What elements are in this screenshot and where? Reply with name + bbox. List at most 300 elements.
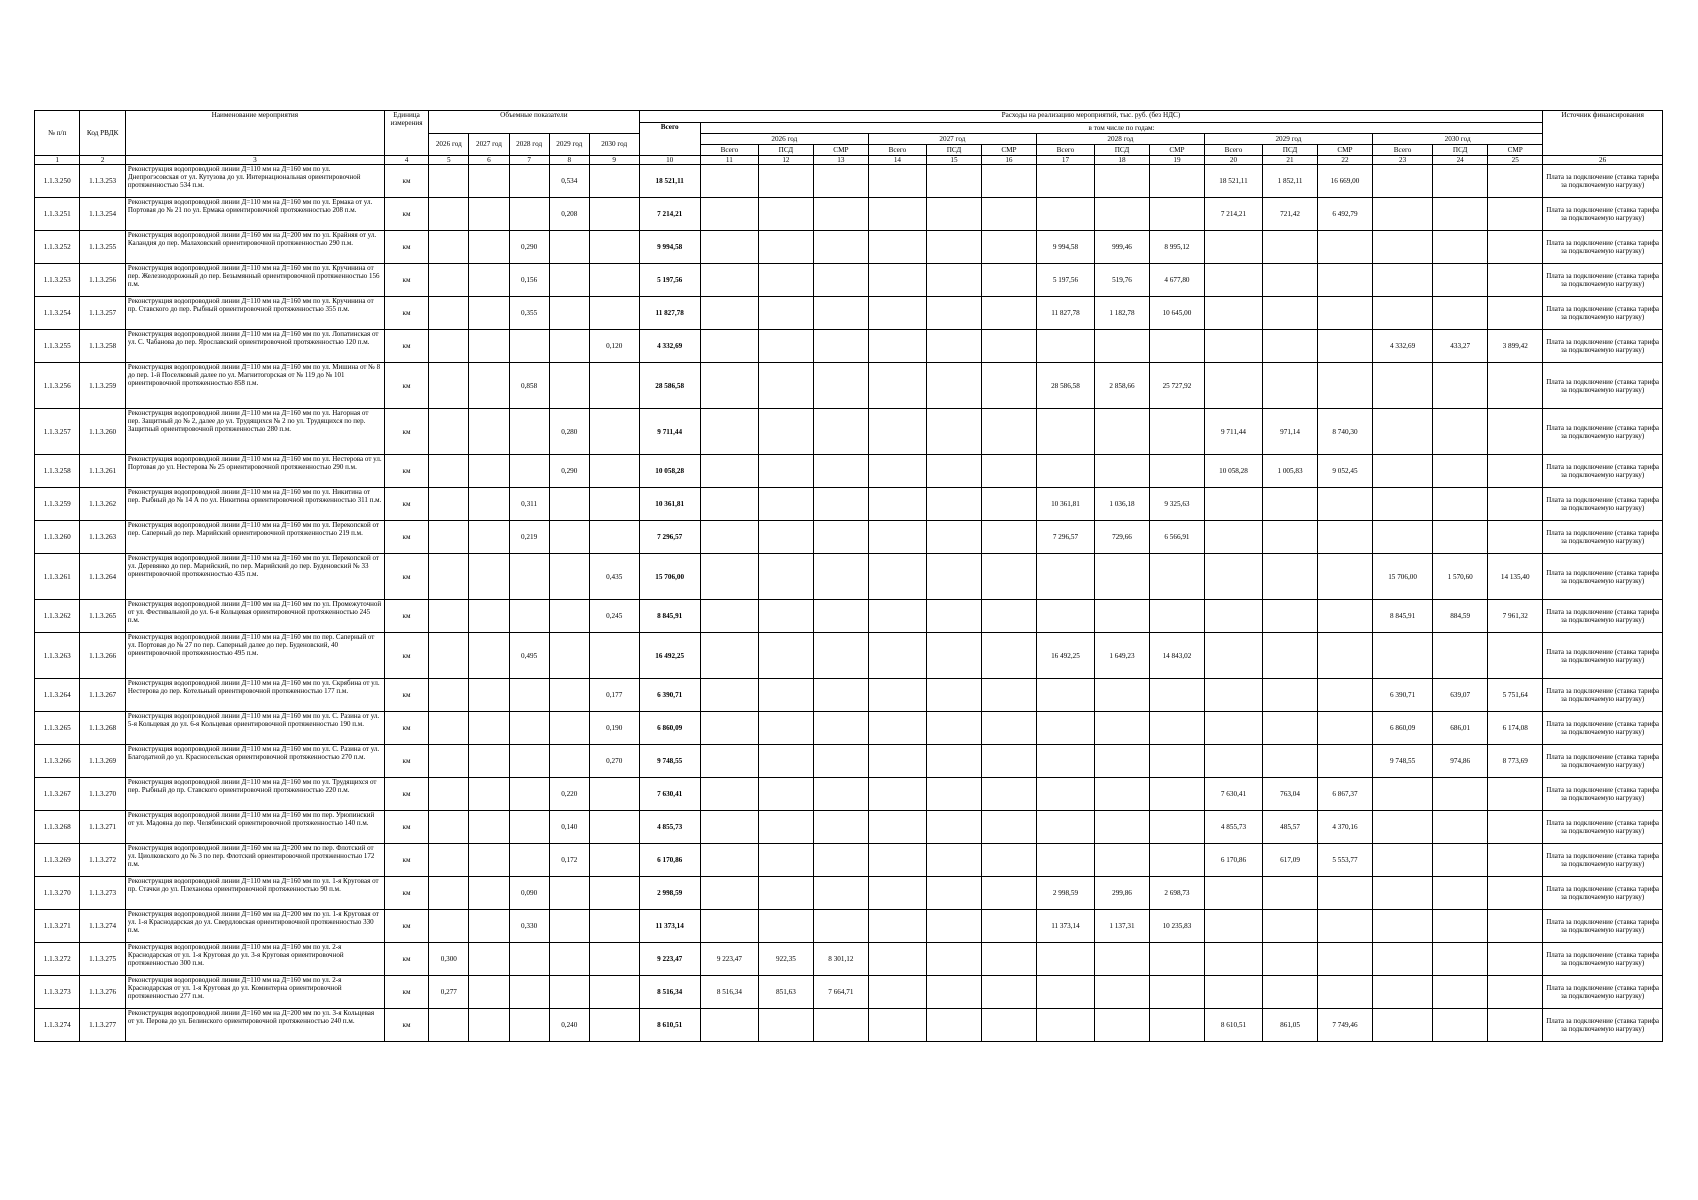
- row-year-total: [868, 455, 926, 488]
- column-number-row: [35, 156, 1663, 165]
- row-source: Плата за подключение (ставка тарифа за подключаемую нагрузку): [1543, 488, 1663, 521]
- row-year-total: [700, 231, 758, 264]
- table-row: [35, 976, 1663, 1009]
- row-volume: [589, 943, 639, 976]
- row-year-total: [1372, 976, 1432, 1009]
- row-source: Плата за подключение (ставка тарифа за подключаемую нагрузку): [1543, 976, 1663, 1009]
- row-year-psd: [758, 198, 813, 231]
- row-year-total: [1372, 877, 1432, 910]
- row-volume: 0,300: [429, 943, 469, 976]
- row-year-smr: [813, 745, 868, 778]
- row-year-psd: [926, 600, 981, 633]
- row-year-smr: [813, 712, 868, 745]
- row-volume: [429, 1009, 469, 1042]
- row-year-smr: [1488, 811, 1543, 844]
- row-year-total: [1204, 745, 1262, 778]
- row-year-psd: [1095, 778, 1150, 811]
- row-volume: [469, 745, 509, 778]
- subheader-psd: ПСД: [1095, 145, 1150, 156]
- row-year-smr: [1318, 877, 1373, 910]
- row-year-total: [868, 712, 926, 745]
- row-source: Плата за подключение (ставка тарифа за подключаемую нагрузку): [1543, 877, 1663, 910]
- row-year-psd: [926, 943, 981, 976]
- row-number: 1.1.3.270: [35, 877, 80, 910]
- row-name: Реконструкция водопроводной линии Д=110 мм на Д=160 мм по ул. Ермака от ул. Портовая до № 21 по ул. Ермака ориентировочной протяженностью 208 п.м.: [125, 198, 384, 231]
- row-volume: [549, 679, 589, 712]
- row-name: Реконструкция водопроводной линии Д=110 мм на Д=160 мм по ул. Кручинина от пер. Железнодорожный до пер. Безымянный ориентировочной протяженностью 156 п.м.: [125, 264, 384, 297]
- row-volume: [429, 409, 469, 455]
- row-year-smr: [813, 633, 868, 679]
- row-volume: [429, 488, 469, 521]
- row-volume: [469, 554, 509, 600]
- row-year-psd: [926, 363, 981, 409]
- row-year-psd: [758, 778, 813, 811]
- row-volume: [589, 844, 639, 877]
- row-year-smr: [1318, 554, 1373, 600]
- row-total: 4 855,73: [639, 811, 700, 844]
- table-row: [35, 198, 1663, 231]
- row-year-smr: [1318, 745, 1373, 778]
- row-source: Плата за подключение (ставка тарифа за подключаемую нагрузку): [1543, 297, 1663, 330]
- row-total: 8 516,34: [639, 976, 700, 1009]
- row-volume: [549, 712, 589, 745]
- row-year-smr: [981, 1009, 1036, 1042]
- column-number: 6: [469, 156, 509, 165]
- row-year-smr: [981, 943, 1036, 976]
- row-volume: [469, 600, 509, 633]
- row-volume: [429, 811, 469, 844]
- row-year-total: [700, 600, 758, 633]
- row-year-psd: [926, 976, 981, 1009]
- row-year-total: [868, 844, 926, 877]
- row-year-psd: [758, 330, 813, 363]
- row-number: 1.1.3.252: [35, 231, 80, 264]
- row-year-psd: [1263, 910, 1318, 943]
- row-year-total: 11 373,14: [1036, 910, 1094, 943]
- row-volume: [469, 811, 509, 844]
- row-number: 1.1.3.256: [35, 363, 80, 409]
- row-year-psd: [1433, 297, 1488, 330]
- row-volume: [549, 976, 589, 1009]
- row-volume: [589, 297, 639, 330]
- row-year-psd: [1433, 877, 1488, 910]
- row-volume: 0,277: [429, 976, 469, 1009]
- investment-program-table: [34, 110, 1663, 1042]
- row-year-smr: [981, 198, 1036, 231]
- row-year-total: [1372, 844, 1432, 877]
- row-year-smr: [1488, 198, 1543, 231]
- row-year-smr: [1488, 297, 1543, 330]
- row-year-smr: 9 325,63: [1149, 488, 1204, 521]
- row-unit: км: [384, 521, 428, 554]
- row-code: 1.1.3.268: [80, 712, 125, 745]
- row-volume: [509, 330, 549, 363]
- row-year-psd: [1095, 943, 1150, 976]
- subheader-total: Всего: [700, 145, 758, 156]
- header-name: Наименование мероприятия: [125, 111, 384, 156]
- row-code: 1.1.3.259: [80, 363, 125, 409]
- subheader-smr: СМР: [1149, 145, 1204, 156]
- column-number: 1: [35, 156, 80, 165]
- row-volume: [589, 811, 639, 844]
- row-volume: [469, 976, 509, 1009]
- subheader-smr: СМР: [813, 145, 868, 156]
- row-total: 18 521,11: [639, 165, 700, 198]
- row-year-psd: [1433, 198, 1488, 231]
- row-year-smr: [1488, 521, 1543, 554]
- row-code: 1.1.3.267: [80, 679, 125, 712]
- row-year-psd: [1095, 976, 1150, 1009]
- row-year-smr: [813, 231, 868, 264]
- column-number: 18: [1095, 156, 1150, 165]
- row-volume: [549, 943, 589, 976]
- row-code: 1.1.3.275: [80, 943, 125, 976]
- row-volume: [549, 554, 589, 600]
- row-year-smr: 8 995,12: [1149, 231, 1204, 264]
- row-volume: [509, 745, 549, 778]
- table-row: [35, 488, 1663, 521]
- row-year-smr: [1488, 976, 1543, 1009]
- row-year-smr: [1318, 488, 1373, 521]
- row-year-total: [868, 600, 926, 633]
- row-number: 1.1.3.274: [35, 1009, 80, 1042]
- row-year-total: [1372, 165, 1432, 198]
- row-year-psd: 851,63: [758, 976, 813, 1009]
- row-volume: [549, 877, 589, 910]
- row-volume: [589, 521, 639, 554]
- row-year-total: [868, 910, 926, 943]
- row-year-total: [1036, 778, 1094, 811]
- row-year-smr: [1488, 877, 1543, 910]
- row-volume: [469, 198, 509, 231]
- table-row: [35, 633, 1663, 679]
- row-year-smr: [1149, 976, 1204, 1009]
- row-name: Реконструкция водопроводной линии Д=110 мм на Д=160 мм по пер. Саперный от ул. Портовая до № 27 по пер. Саперный далее до пер. Буденовский, 40 ориентировочной протяженностью 495 п.м.: [125, 633, 384, 679]
- row-source: Плата за подключение (ставка тарифа за подключаемую нагрузку): [1543, 943, 1663, 976]
- row-volume: 0,220: [549, 778, 589, 811]
- row-year-total: [1372, 943, 1432, 976]
- row-year-psd: [1433, 633, 1488, 679]
- row-volume: [549, 600, 589, 633]
- row-year-total: [868, 198, 926, 231]
- row-code: 1.1.3.272: [80, 844, 125, 877]
- row-number: 1.1.3.260: [35, 521, 80, 554]
- row-year-smr: [1149, 811, 1204, 844]
- row-year-smr: [813, 198, 868, 231]
- row-year-smr: [813, 778, 868, 811]
- row-name: Реконструкция водопроводной линии Д=110 мм на Д=160 мм по ул. Нагорная от пер. Защитный до № 2, далее до ул. Трудящихся № 2 по ул. Трудящихся по пер. Защитный ориентировочной протяженностью 280 п.м.: [125, 409, 384, 455]
- row-volume: [509, 165, 549, 198]
- row-volume: 0,270: [589, 745, 639, 778]
- table-row: [35, 811, 1663, 844]
- row-year-total: [1372, 811, 1432, 844]
- row-year-total: [1036, 455, 1094, 488]
- row-number: 1.1.3.264: [35, 679, 80, 712]
- row-year-total: [700, 554, 758, 600]
- header-total: Всего: [639, 123, 700, 156]
- table-row: [35, 600, 1663, 633]
- row-year-total: 7 296,57: [1036, 521, 1094, 554]
- row-year-psd: [1095, 165, 1150, 198]
- row-number: 1.1.3.262: [35, 600, 80, 633]
- row-volume: [589, 910, 639, 943]
- row-unit: км: [384, 910, 428, 943]
- row-volume: [429, 521, 469, 554]
- row-name: Реконструкция водопроводной линии Д=110 мм на Д=160 мм по пер. Урюпинский от ул. Мадояна до пер. Челябинский ориентировочной протяженностью 140 п.м.: [125, 811, 384, 844]
- row-year-smr: [813, 554, 868, 600]
- header-no: № п/п: [35, 111, 80, 156]
- row-year-total: [1204, 910, 1262, 943]
- column-number: 8: [549, 156, 589, 165]
- row-code: 1.1.3.258: [80, 330, 125, 363]
- row-source: Плата за подключение (ставка тарифа за подключаемую нагрузку): [1543, 455, 1663, 488]
- row-unit: км: [384, 778, 428, 811]
- row-total: 6 860,09: [639, 712, 700, 745]
- row-year-total: [1036, 844, 1094, 877]
- row-year-total: 8 610,51: [1204, 1009, 1262, 1042]
- row-year-total: [700, 521, 758, 554]
- row-year-smr: [1318, 600, 1373, 633]
- column-number: 3: [125, 156, 384, 165]
- row-year-psd: [1433, 488, 1488, 521]
- row-volume: [509, 844, 549, 877]
- row-number: 1.1.3.255: [35, 330, 80, 363]
- row-volume: [509, 198, 549, 231]
- row-year-total: 16 492,25: [1036, 633, 1094, 679]
- row-volume: 0,280: [549, 409, 589, 455]
- header-unit: Единица измерения: [384, 111, 428, 156]
- row-volume: [429, 633, 469, 679]
- row-volume: 0,435: [589, 554, 639, 600]
- row-year-total: [1036, 554, 1094, 600]
- row-number: 1.1.3.254: [35, 297, 80, 330]
- row-year-smr: [813, 910, 868, 943]
- row-code: 1.1.3.254: [80, 198, 125, 231]
- row-unit: км: [384, 198, 428, 231]
- subheader-psd: ПСД: [758, 145, 813, 156]
- row-volume: [469, 297, 509, 330]
- row-year-smr: [813, 330, 868, 363]
- header-exp-2029: 2029 год: [1204, 134, 1372, 145]
- row-volume: [429, 330, 469, 363]
- row-number: 1.1.3.273: [35, 976, 80, 1009]
- row-year-total: [1372, 778, 1432, 811]
- row-year-smr: [1318, 976, 1373, 1009]
- row-year-total: [700, 712, 758, 745]
- row-year-psd: [758, 165, 813, 198]
- row-year-smr: [1318, 297, 1373, 330]
- row-year-psd: 433,27: [1433, 330, 1488, 363]
- row-year-total: [868, 679, 926, 712]
- row-year-total: [1372, 633, 1432, 679]
- row-volume: 0,858: [509, 363, 549, 409]
- row-year-smr: [981, 521, 1036, 554]
- row-year-smr: 2 698,73: [1149, 877, 1204, 910]
- row-year-smr: [1149, 679, 1204, 712]
- row-year-psd: 2 858,66: [1095, 363, 1150, 409]
- row-total: 9 748,55: [639, 745, 700, 778]
- row-volume: [549, 363, 589, 409]
- row-volume: 0,245: [589, 600, 639, 633]
- row-year-smr: [1149, 409, 1204, 455]
- row-year-psd: 721,42: [1263, 198, 1318, 231]
- row-unit: км: [384, 745, 428, 778]
- row-year-psd: 884,59: [1433, 600, 1488, 633]
- row-year-smr: 6 492,79: [1318, 198, 1373, 231]
- row-number: 1.1.3.268: [35, 811, 80, 844]
- row-year-smr: [981, 633, 1036, 679]
- row-volume: [469, 409, 509, 455]
- row-year-psd: [758, 488, 813, 521]
- row-source: Плата за подключение (ставка тарифа за подключаемую нагрузку): [1543, 165, 1663, 198]
- row-name: Реконструкция водопроводной линии Д=110 мм на Д=160 мм по ул. Перекопской от ул. Деревянко до пер. Марийский, по пер. Марийский до пер. Буденовский № 33 ориентировочной протяженностью 435 п.м.: [125, 554, 384, 600]
- row-year-psd: [1433, 943, 1488, 976]
- row-unit: км: [384, 943, 428, 976]
- row-year-total: [1204, 297, 1262, 330]
- row-year-psd: 1 005,83: [1263, 455, 1318, 488]
- row-total: 4 332,69: [639, 330, 700, 363]
- row-year-psd: [926, 633, 981, 679]
- row-year-smr: [813, 363, 868, 409]
- row-year-psd: [1095, 745, 1150, 778]
- row-year-psd: [758, 745, 813, 778]
- row-year-total: [868, 1009, 926, 1042]
- row-volume: [509, 811, 549, 844]
- row-year-total: [700, 910, 758, 943]
- table-row: [35, 745, 1663, 778]
- row-year-total: 10 361,81: [1036, 488, 1094, 521]
- row-year-smr: 14 135,40: [1488, 554, 1543, 600]
- column-number: 15: [926, 156, 981, 165]
- row-year-total: [868, 633, 926, 679]
- row-year-total: [700, 455, 758, 488]
- row-total: 2 998,59: [639, 877, 700, 910]
- row-volume: [509, 554, 549, 600]
- document-page: [34, 110, 1663, 1042]
- row-year-psd: [1433, 778, 1488, 811]
- row-year-smr: [981, 877, 1036, 910]
- row-year-psd: [1263, 297, 1318, 330]
- row-volume: [429, 778, 469, 811]
- row-year-smr: [1318, 943, 1373, 976]
- row-year-smr: [1318, 231, 1373, 264]
- row-year-psd: 1 182,78: [1095, 297, 1150, 330]
- row-year-total: [1204, 488, 1262, 521]
- row-year-total: [700, 409, 758, 455]
- row-year-psd: [758, 521, 813, 554]
- row-volume: [429, 165, 469, 198]
- row-unit: км: [384, 264, 428, 297]
- row-year-smr: [1149, 554, 1204, 600]
- row-year-smr: [1488, 165, 1543, 198]
- row-volume: [549, 297, 589, 330]
- row-year-psd: 639,07: [1433, 679, 1488, 712]
- row-year-total: 9 994,58: [1036, 231, 1094, 264]
- row-year-psd: [926, 910, 981, 943]
- row-volume: [509, 679, 549, 712]
- row-year-total: [1036, 600, 1094, 633]
- row-name: Реконструкция водопроводной линии Д=110 мм на Д=160 мм по ул. Кручинина от пр. Ставского до пер. Рыбный ориентировочной протяженностью 355 п.м.: [125, 297, 384, 330]
- row-total: 28 586,58: [639, 363, 700, 409]
- row-volume: 0,177: [589, 679, 639, 712]
- row-year-psd: 971,14: [1263, 409, 1318, 455]
- row-year-psd: [926, 712, 981, 745]
- row-source: Плата за подключение (ставка тарифа за подключаемую нагрузку): [1543, 745, 1663, 778]
- row-year-psd: [1263, 712, 1318, 745]
- row-year-total: [700, 330, 758, 363]
- row-volume: [549, 488, 589, 521]
- row-year-smr: 7 664,71: [813, 976, 868, 1009]
- column-number: 7: [509, 156, 549, 165]
- row-year-psd: [1095, 198, 1150, 231]
- row-source: Плата за подключение (ставка тарифа за подключаемую нагрузку): [1543, 521, 1663, 554]
- row-year-total: [1036, 679, 1094, 712]
- row-year-total: [868, 811, 926, 844]
- row-volume: [429, 455, 469, 488]
- row-year-smr: [981, 231, 1036, 264]
- column-number: 12: [758, 156, 813, 165]
- row-year-total: 5 197,56: [1036, 264, 1094, 297]
- row-year-smr: [1488, 455, 1543, 488]
- row-year-total: [700, 844, 758, 877]
- row-year-psd: [1095, 1009, 1150, 1042]
- row-year-psd: [758, 455, 813, 488]
- row-year-total: 7 214,21: [1204, 198, 1262, 231]
- row-total: 9 994,58: [639, 231, 700, 264]
- row-year-smr: [981, 264, 1036, 297]
- row-year-smr: 25 727,92: [1149, 363, 1204, 409]
- row-code: 1.1.3.269: [80, 745, 125, 778]
- row-year-total: [868, 330, 926, 363]
- row-year-psd: [926, 198, 981, 231]
- header-vol-2028: 2028 год: [509, 134, 549, 156]
- row-volume: 0,190: [589, 712, 639, 745]
- row-year-total: [1204, 679, 1262, 712]
- row-year-total: [1204, 363, 1262, 409]
- row-year-smr: [813, 455, 868, 488]
- row-year-total: [700, 745, 758, 778]
- row-volume: 0,156: [509, 264, 549, 297]
- row-year-psd: 299,86: [1095, 877, 1150, 910]
- row-year-total: 28 586,58: [1036, 363, 1094, 409]
- row-year-total: [1372, 910, 1432, 943]
- row-volume: [589, 264, 639, 297]
- row-year-smr: [981, 600, 1036, 633]
- row-year-psd: [926, 231, 981, 264]
- row-year-smr: 7 749,46: [1318, 1009, 1373, 1042]
- row-year-psd: [758, 600, 813, 633]
- header-exp-2028: 2028 год: [1036, 134, 1204, 145]
- row-year-smr: [1149, 455, 1204, 488]
- row-volume: [509, 600, 549, 633]
- row-year-psd: [1433, 1009, 1488, 1042]
- row-year-smr: 8 773,69: [1488, 745, 1543, 778]
- row-year-smr: [1149, 778, 1204, 811]
- row-total: 15 706,00: [639, 554, 700, 600]
- row-volume: [429, 264, 469, 297]
- row-year-total: [1036, 811, 1094, 844]
- row-volume: [589, 455, 639, 488]
- table-row: [35, 943, 1663, 976]
- row-year-total: 18 521,11: [1204, 165, 1262, 198]
- row-year-total: 9 748,55: [1372, 745, 1432, 778]
- row-year-smr: 3 899,42: [1488, 330, 1543, 363]
- row-source: Плата за подключение (ставка тарифа за подключаемую нагрузку): [1543, 844, 1663, 877]
- table-row: [35, 264, 1663, 297]
- row-year-psd: [1263, 488, 1318, 521]
- row-year-smr: [813, 811, 868, 844]
- row-code: 1.1.3.265: [80, 600, 125, 633]
